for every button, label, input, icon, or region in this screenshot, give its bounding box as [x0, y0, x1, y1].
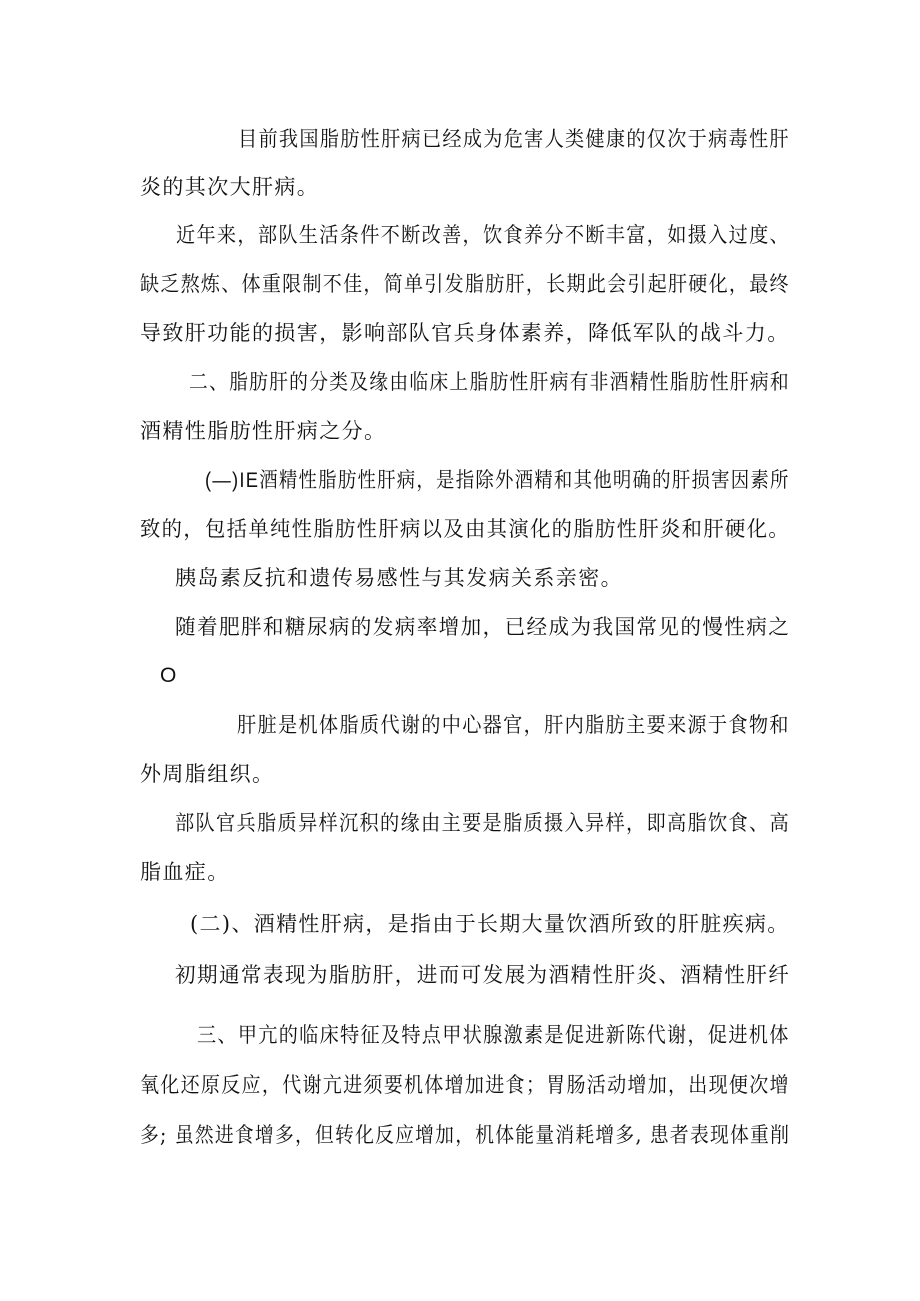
p7-line-1: 肝脏是机体脂质代谢的中心器官，肝内脂肪主要来源于食物和: [237, 713, 790, 737]
p4-line-1: [205, 467, 790, 494]
p3-line-2: 酒精性脂肪性肝病之分。: [140, 419, 387, 443]
p7-line-2: 外周脂组织。: [140, 762, 275, 786]
p1-line-1: 目前我国脂肪性肝病已经成为危害人类健康的仅次于病毒性肝: [238, 127, 790, 151]
p10-line-1: 初期通常表现为脂肪肝，进而可发展为酒精性肝炎、酒精性肝纤: [175, 963, 791, 987]
p9-line-1: (二)、酒精性肝病，是指由于长期大量饮酒所致的肝脏疾病。: [190, 912, 790, 936]
p2-line-3: 导致肝功能的损害，影响部队官兵身体素养，降低军队的战斗力。: [140, 321, 790, 345]
p4-text: 酒精性脂肪性肝病，是指除外酒精和其他明确的肝损害因素所: [259, 468, 790, 492]
p8-line-1: 部队官兵脂质异样沉积的缘由主要是脂质摄入异样，即高脂饮食、高: [175, 811, 791, 835]
p4-line-2: 致的，包括单纯性脂肪性肝病以及由其演化的脂肪性肝炎和肝硬化。: [140, 517, 791, 541]
p11-line-3: 多; 虽然进食增多，但转化反应增加，机体能量消耗增多, 患者表现体重削: [140, 1123, 791, 1147]
p1-line-2: 炎的其次大肝病。: [140, 175, 320, 199]
p8-line-2: 脂血症。: [140, 860, 230, 884]
p6-line-1: 随着肥胖和糖尿病的发病率增加，已经成为我国常见的慢性病之: [175, 615, 791, 639]
p2-line-1: 近年来，部队生活条件不断改善，饮食养分不断丰富，如摄入过度、: [176, 223, 791, 247]
p6-line-2: O: [160, 664, 178, 687]
p11-line-2: 氧化还原反应，代谢亢进须要机体增加进食；胃肠活动增加，出现便次增: [140, 1073, 790, 1097]
p3-line-1: 二、脂肪肝的分类及缘由临床上脂肪性肝病有非酒精性脂肪性肝病和: [189, 370, 790, 394]
p4-prefix: (—)IE: [205, 469, 260, 492]
p11-line-1: 三、甲亢的临床特征及特点甲状腺激素是促进新陈代谢，促进机体: [197, 1023, 790, 1047]
p2-line-2: 缺乏熬炼、体重限制不佳，简单引发脂肪肝，长期此会引起肝硬化，最终: [140, 272, 790, 296]
p5-line-1: 胰岛素反抗和遗传易感性与其发病关系亲密。: [175, 566, 623, 590]
